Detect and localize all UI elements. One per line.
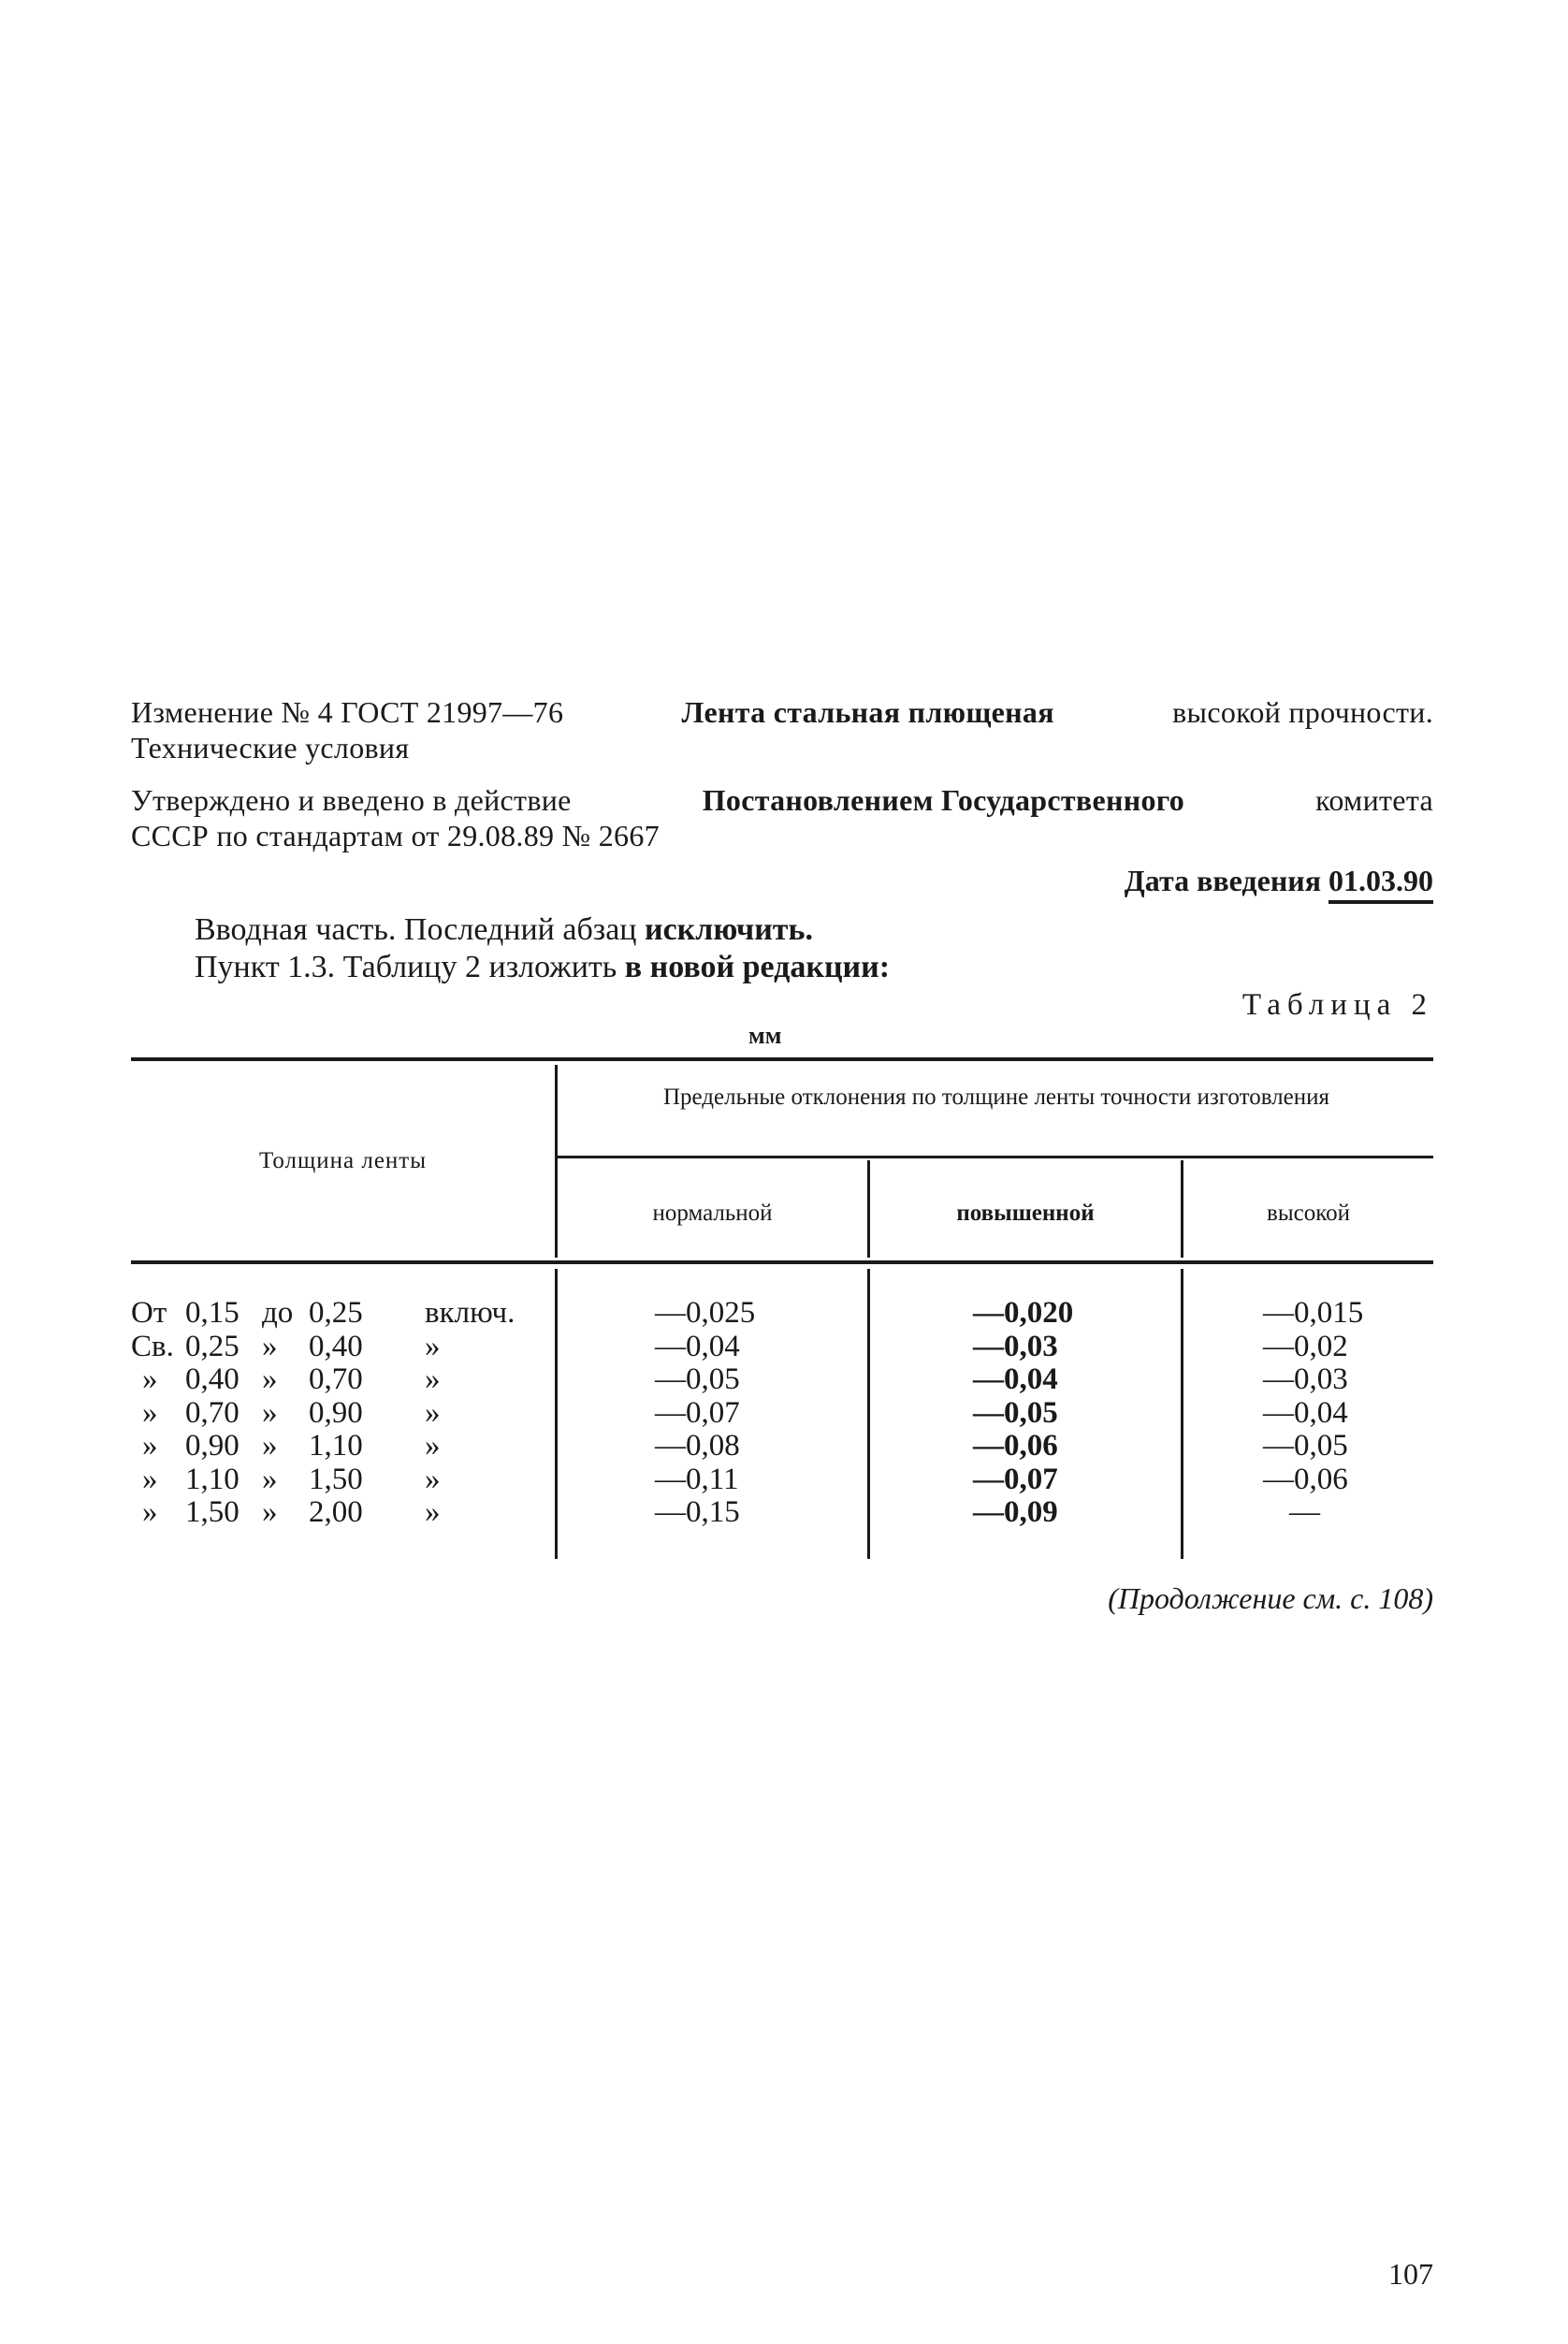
thickness-sep: » [262, 1395, 278, 1430]
tolerance-high-cell: —0,05 [1263, 1429, 1348, 1463]
tolerance-increased-cell: —0,07 [973, 1462, 1058, 1496]
thickness-prefix: » [142, 1495, 158, 1529]
approval-line [131, 782, 1433, 818]
approval-bold: Постановлением Государственного [702, 783, 1185, 817]
thickness-prefix: » [142, 1395, 158, 1430]
subheader-high: высокой [1267, 1201, 1350, 1226]
tolerance-normal-cell: —0,025 [655, 1296, 756, 1330]
thickness-to: 1,10 [309, 1429, 363, 1463]
header-bottom-rule [131, 1260, 1433, 1264]
tolerance-increased-cell: —0,020 [973, 1296, 1074, 1330]
col-header-deviations: Предельные отклонения по толщине ленты точности изготовления [662, 1085, 1329, 1110]
col1-divider-body [555, 1269, 558, 1559]
thickness-sep: до [262, 1296, 294, 1330]
effective-date-value: 01.03.90 [1328, 863, 1433, 904]
thickness-from: 1,10 [185, 1462, 240, 1496]
thickness-sep: » [262, 1362, 278, 1396]
thickness-suffix: включ. [425, 1296, 515, 1330]
effective-date-label: Дата введения [1124, 864, 1321, 897]
thickness-from: 0,40 [185, 1362, 240, 1396]
tolerance-normal-cell: —0,04 [655, 1329, 740, 1363]
table-row [131, 1297, 543, 1331]
table-row [131, 1331, 543, 1364]
table-row [131, 1363, 543, 1397]
col1-divider-header [555, 1065, 558, 1258]
tolerance-increased-cell: —0,05 [973, 1395, 1058, 1430]
tolerance-normal-cell: —0,08 [655, 1429, 740, 1463]
tolerance-high-cell: —0,03 [1263, 1362, 1348, 1396]
table-label: Таблица 2 [1241, 988, 1433, 1022]
thickness-from: 0,90 [185, 1429, 240, 1463]
paragraph-intro: Вводная часть. Последний абзац исключить. [195, 912, 813, 947]
thickness-sep: » [262, 1462, 278, 1496]
tolerance-normal-cell: —0,11 [655, 1462, 739, 1496]
table-row [131, 1397, 543, 1431]
col-header-thickness: Толщина ленты [258, 1148, 428, 1173]
standard-title-bold: Лента стальная плющеная [681, 695, 1054, 729]
amendment-body [195, 911, 1433, 986]
tolerance-high-cell: —0,04 [1263, 1395, 1348, 1430]
subheader-increased: повышенной [956, 1201, 1095, 1226]
tolerance-normal-cell: —0,07 [655, 1395, 740, 1430]
thickness-column [131, 1297, 543, 1530]
thickness-sep: » [262, 1495, 278, 1529]
thickness-prefix: Св. [131, 1329, 174, 1363]
standard-subtitle: Технические условия [131, 731, 410, 764]
tolerance-high-cell: —0,015 [1263, 1296, 1364, 1330]
tolerance-increased-cell: —0,03 [973, 1329, 1058, 1363]
tolerance-increased-cell: —0,06 [973, 1429, 1058, 1463]
increased-column [973, 1297, 1073, 1530]
thickness-to: 0,70 [309, 1362, 363, 1396]
col3-divider-body [1181, 1269, 1183, 1559]
thickness-from: 0,70 [185, 1395, 240, 1430]
normal-column [655, 1297, 755, 1530]
thickness-from: 1,50 [185, 1495, 240, 1529]
paragraph-clause: Пункт 1.3. Таблицу 2 изложить в новой редакции: [195, 950, 891, 984]
approval-prefix: Утверждено и введено в действие [131, 783, 572, 817]
thickness-suffix: » [425, 1362, 441, 1396]
thickness-suffix: » [425, 1495, 441, 1529]
effective-date [131, 863, 1433, 904]
tolerance-normal-cell: —0,05 [655, 1362, 740, 1396]
tolerance-high-cell: —0,06 [1263, 1462, 1348, 1496]
thickness-prefix: » [142, 1362, 158, 1396]
table-row [131, 1496, 543, 1530]
col2-divider-body [867, 1269, 870, 1559]
thickness-suffix: » [425, 1329, 441, 1363]
tolerance-increased-cell: —0,09 [973, 1495, 1058, 1529]
thickness-prefix: От [131, 1296, 167, 1330]
subheader-normal: нормальной [652, 1201, 773, 1226]
table-top-rule [131, 1057, 1433, 1061]
thickness-prefix: » [142, 1429, 158, 1463]
thickness-suffix: » [425, 1395, 441, 1430]
thickness-to: 0,90 [309, 1395, 363, 1430]
thickness-to: 1,50 [309, 1462, 363, 1496]
approval-suffix: комитета [1315, 783, 1433, 817]
standard-title-suffix: высокой прочности. [1172, 695, 1433, 729]
thickness-suffix: » [425, 1462, 441, 1496]
page-number: 107 [1388, 2257, 1433, 2291]
thickness-to: 0,40 [309, 1329, 363, 1363]
thickness-to: 2,00 [309, 1495, 363, 1529]
document-header [131, 694, 1433, 904]
table-unit: мм [748, 1022, 782, 1049]
tolerance-normal-cell: —0,15 [655, 1495, 740, 1529]
thickness-to: 0,25 [309, 1296, 363, 1330]
table-row [131, 1430, 543, 1463]
table-row [131, 1463, 543, 1497]
tolerance-increased-cell: —0,04 [973, 1362, 1058, 1396]
group-header-rule [558, 1156, 1433, 1158]
thickness-from: 0,15 [185, 1296, 240, 1330]
continuation-note: (Продолжение см. с. 108) [1108, 1581, 1433, 1615]
amendment-title-line [131, 694, 1433, 730]
tolerance-high-cell: — [1289, 1495, 1320, 1529]
thickness-sep: » [262, 1329, 278, 1363]
thickness-from: 0,25 [185, 1329, 240, 1363]
approval-date-line: СССР по стандартам от 29.08.89 № 2667 [131, 819, 660, 852]
thickness-suffix: » [425, 1429, 441, 1463]
amendment-number: Изменение № 4 ГОСТ 21997—76 [131, 695, 564, 729]
thickness-sep: » [262, 1429, 278, 1463]
high-column [1263, 1297, 1363, 1530]
thickness-prefix: » [142, 1462, 158, 1496]
tolerance-high-cell: —0,02 [1263, 1329, 1348, 1363]
